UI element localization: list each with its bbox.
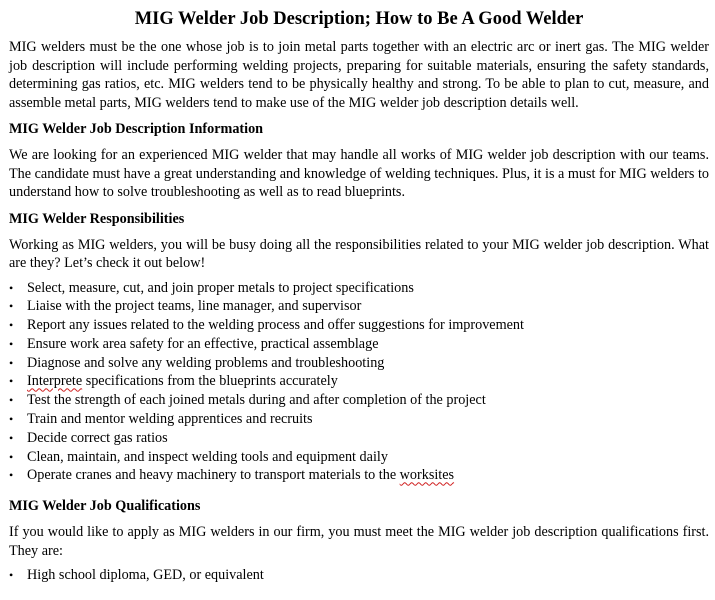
- bullet-icon: •: [9, 393, 14, 408]
- bullet-icon: •: [9, 430, 14, 445]
- list-item: • Interprete specifications from the blueprints accurately: [9, 373, 338, 390]
- qualifications-heading: MIG Welder Job Qualifications: [9, 498, 201, 515]
- info-heading: MIG Welder Job Description Information: [9, 121, 264, 137]
- bullet-icon: •: [9, 318, 14, 333]
- bullet-icon: •: [9, 299, 14, 314]
- qualifications-paragraph: If you would like to apply as MIG welders in our firm, you must meet the MIG welder job description qualifications first. They are:: [9, 524, 709, 559]
- spellcheck-word: worksites: [399, 467, 455, 484]
- list-item: • Liaise with the project teams, line manager, and supervisor: [9, 298, 362, 315]
- list-item: • Select, measure, cut, and join proper metals to project specifications: [9, 279, 414, 296]
- qualifications-list: [9, 566, 709, 585]
- spellcheck-word: Interprete: [27, 373, 83, 390]
- responsibilities-paragraph: Working as MIG welders, you will be busy doing all the responsibilities related to your MIG welder job description. What are they? Let’s check it out below!: [9, 236, 709, 271]
- page-title: MIG Welder Job Description; How to Be A Good Welder: [134, 9, 584, 29]
- bullet-icon: •: [9, 355, 14, 370]
- list-item: • Operate cranes and heavy machinery to transport materials to the worksites: [9, 467, 455, 484]
- bullet-icon: •: [9, 568, 14, 583]
- list-item: • Decide correct gas ratios: [9, 429, 168, 446]
- bullet-icon: •: [9, 374, 14, 389]
- bullet-icon: •: [9, 280, 14, 295]
- intro-paragraph: MIG welders must be the one whose job is to join metal parts together with an electric arc or inert gas. The MIG welder job description will include performing welding projects, preparing for suitable materials, ensuring the safety standards, determining gas ratios, etc. MIG welders tend to be physically healthy and strong. To be able to plan to cut, measure, and assemble metal parts, MIG welders tend to make use of the MIG welder job description details well.: [9, 39, 709, 111]
- list-item: • Clean, maintain, and inspect welding tools and equipment daily: [9, 448, 388, 465]
- bullet-icon: •: [9, 336, 14, 351]
- info-paragraph: We are looking for an experienced MIG welder that may handle all works of MIG welder job description with our teams. The candidate must have a great understanding and knowledge of welding techniques. Plus, it is a must for MIG welders to understand how to solve troubleshooting as well as to read blueprints.: [9, 147, 709, 200]
- bullet-icon: •: [9, 468, 14, 483]
- list-item: • Report any issues related to the welding process and offer suggestions for improvement: [9, 317, 524, 334]
- list-item: • Diagnose and solve any welding problems and troubleshooting: [9, 354, 385, 371]
- list-item: • High school diploma, GED, or equivalent: [9, 567, 264, 584]
- bullet-icon: •: [9, 449, 14, 464]
- bullet-icon: •: [9, 412, 14, 427]
- responsibilities-heading: MIG Welder Responsibilities: [9, 210, 185, 227]
- list-item: • Test the strength of each joined metals during and after completion of the project: [9, 392, 486, 409]
- responsibilities-list: [9, 279, 709, 486]
- list-item: • Ensure work area safety for an effective, practical assemblage: [9, 335, 379, 352]
- list-item: • Train and mentor welding apprentices and recruits: [9, 411, 313, 428]
